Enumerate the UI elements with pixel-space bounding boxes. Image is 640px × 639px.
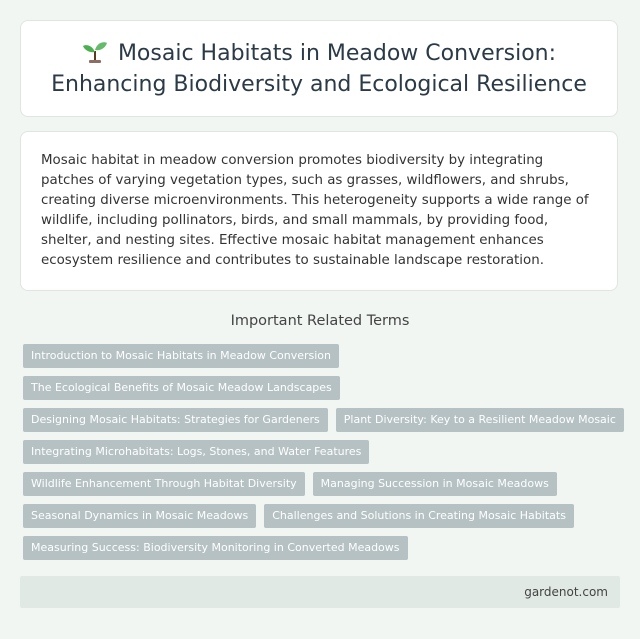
related-term-tag[interactable]: The Ecological Benefits of Mosaic Meadow Landscapes (23, 376, 340, 400)
related-term-tag[interactable]: Introduction to Mosaic Habitats in Meadow Conversion (23, 344, 339, 368)
related-term-tag[interactable]: Designing Mosaic Habitats: Strategies for Gardeners (23, 408, 328, 432)
tag-row (23, 376, 340, 400)
page-title (21, 38, 617, 100)
related-term-tag[interactable]: Challenges and Solutions in Creating Mosaic Habitats (264, 504, 574, 528)
related-term-tag[interactable]: Integrating Microhabitats: Logs, Stones, and Water Features (23, 440, 369, 464)
tag-row (23, 504, 574, 528)
tag-row (23, 536, 408, 560)
related-term-tag[interactable]: Managing Succession in Mosaic Meadows (313, 472, 557, 496)
footer (20, 576, 620, 608)
footer-site-link[interactable]: gardenot.com (524, 585, 608, 599)
header-card (20, 20, 618, 117)
related-term-tag[interactable]: Measuring Success: Biodiversity Monitoring in Converted Meadows (23, 536, 408, 560)
tag-row (23, 472, 557, 496)
tag-row (23, 440, 369, 464)
related-term-tag[interactable]: Seasonal Dynamics in Mosaic Meadows (23, 504, 256, 528)
intro-paragraph: Mosaic habitat in meadow conversion promotes biodiversity by integrating patches of varying vegetation types, such as grasses, wildflowers, and shrubs, creating diverse microenvironments. This heterogeneity supports a wide range of wildlife, including pollinators, birds, and small mammals, by providing food, shelter, and nesting sites. Effective mosaic habitat management enhances ecosystem resilience and contributes to sustainable landscape restoration. (41, 153, 589, 268)
title-text: Mosaic Habitats in Meadow Conversion: Enhancing Biodiversity and Ecological Resilience (51, 40, 587, 97)
seedling-icon (82, 39, 108, 63)
related-term-tag[interactable]: Wildlife Enhancement Through Habitat Diversity (23, 472, 305, 496)
related-term-tag[interactable]: Plant Diversity: Key to a Resilient Meadow Mosaic (336, 408, 624, 432)
tag-row (23, 344, 339, 368)
tag-row (23, 408, 624, 432)
related-terms-heading: Important Related Terms (230, 313, 410, 329)
intro-card (20, 131, 618, 291)
